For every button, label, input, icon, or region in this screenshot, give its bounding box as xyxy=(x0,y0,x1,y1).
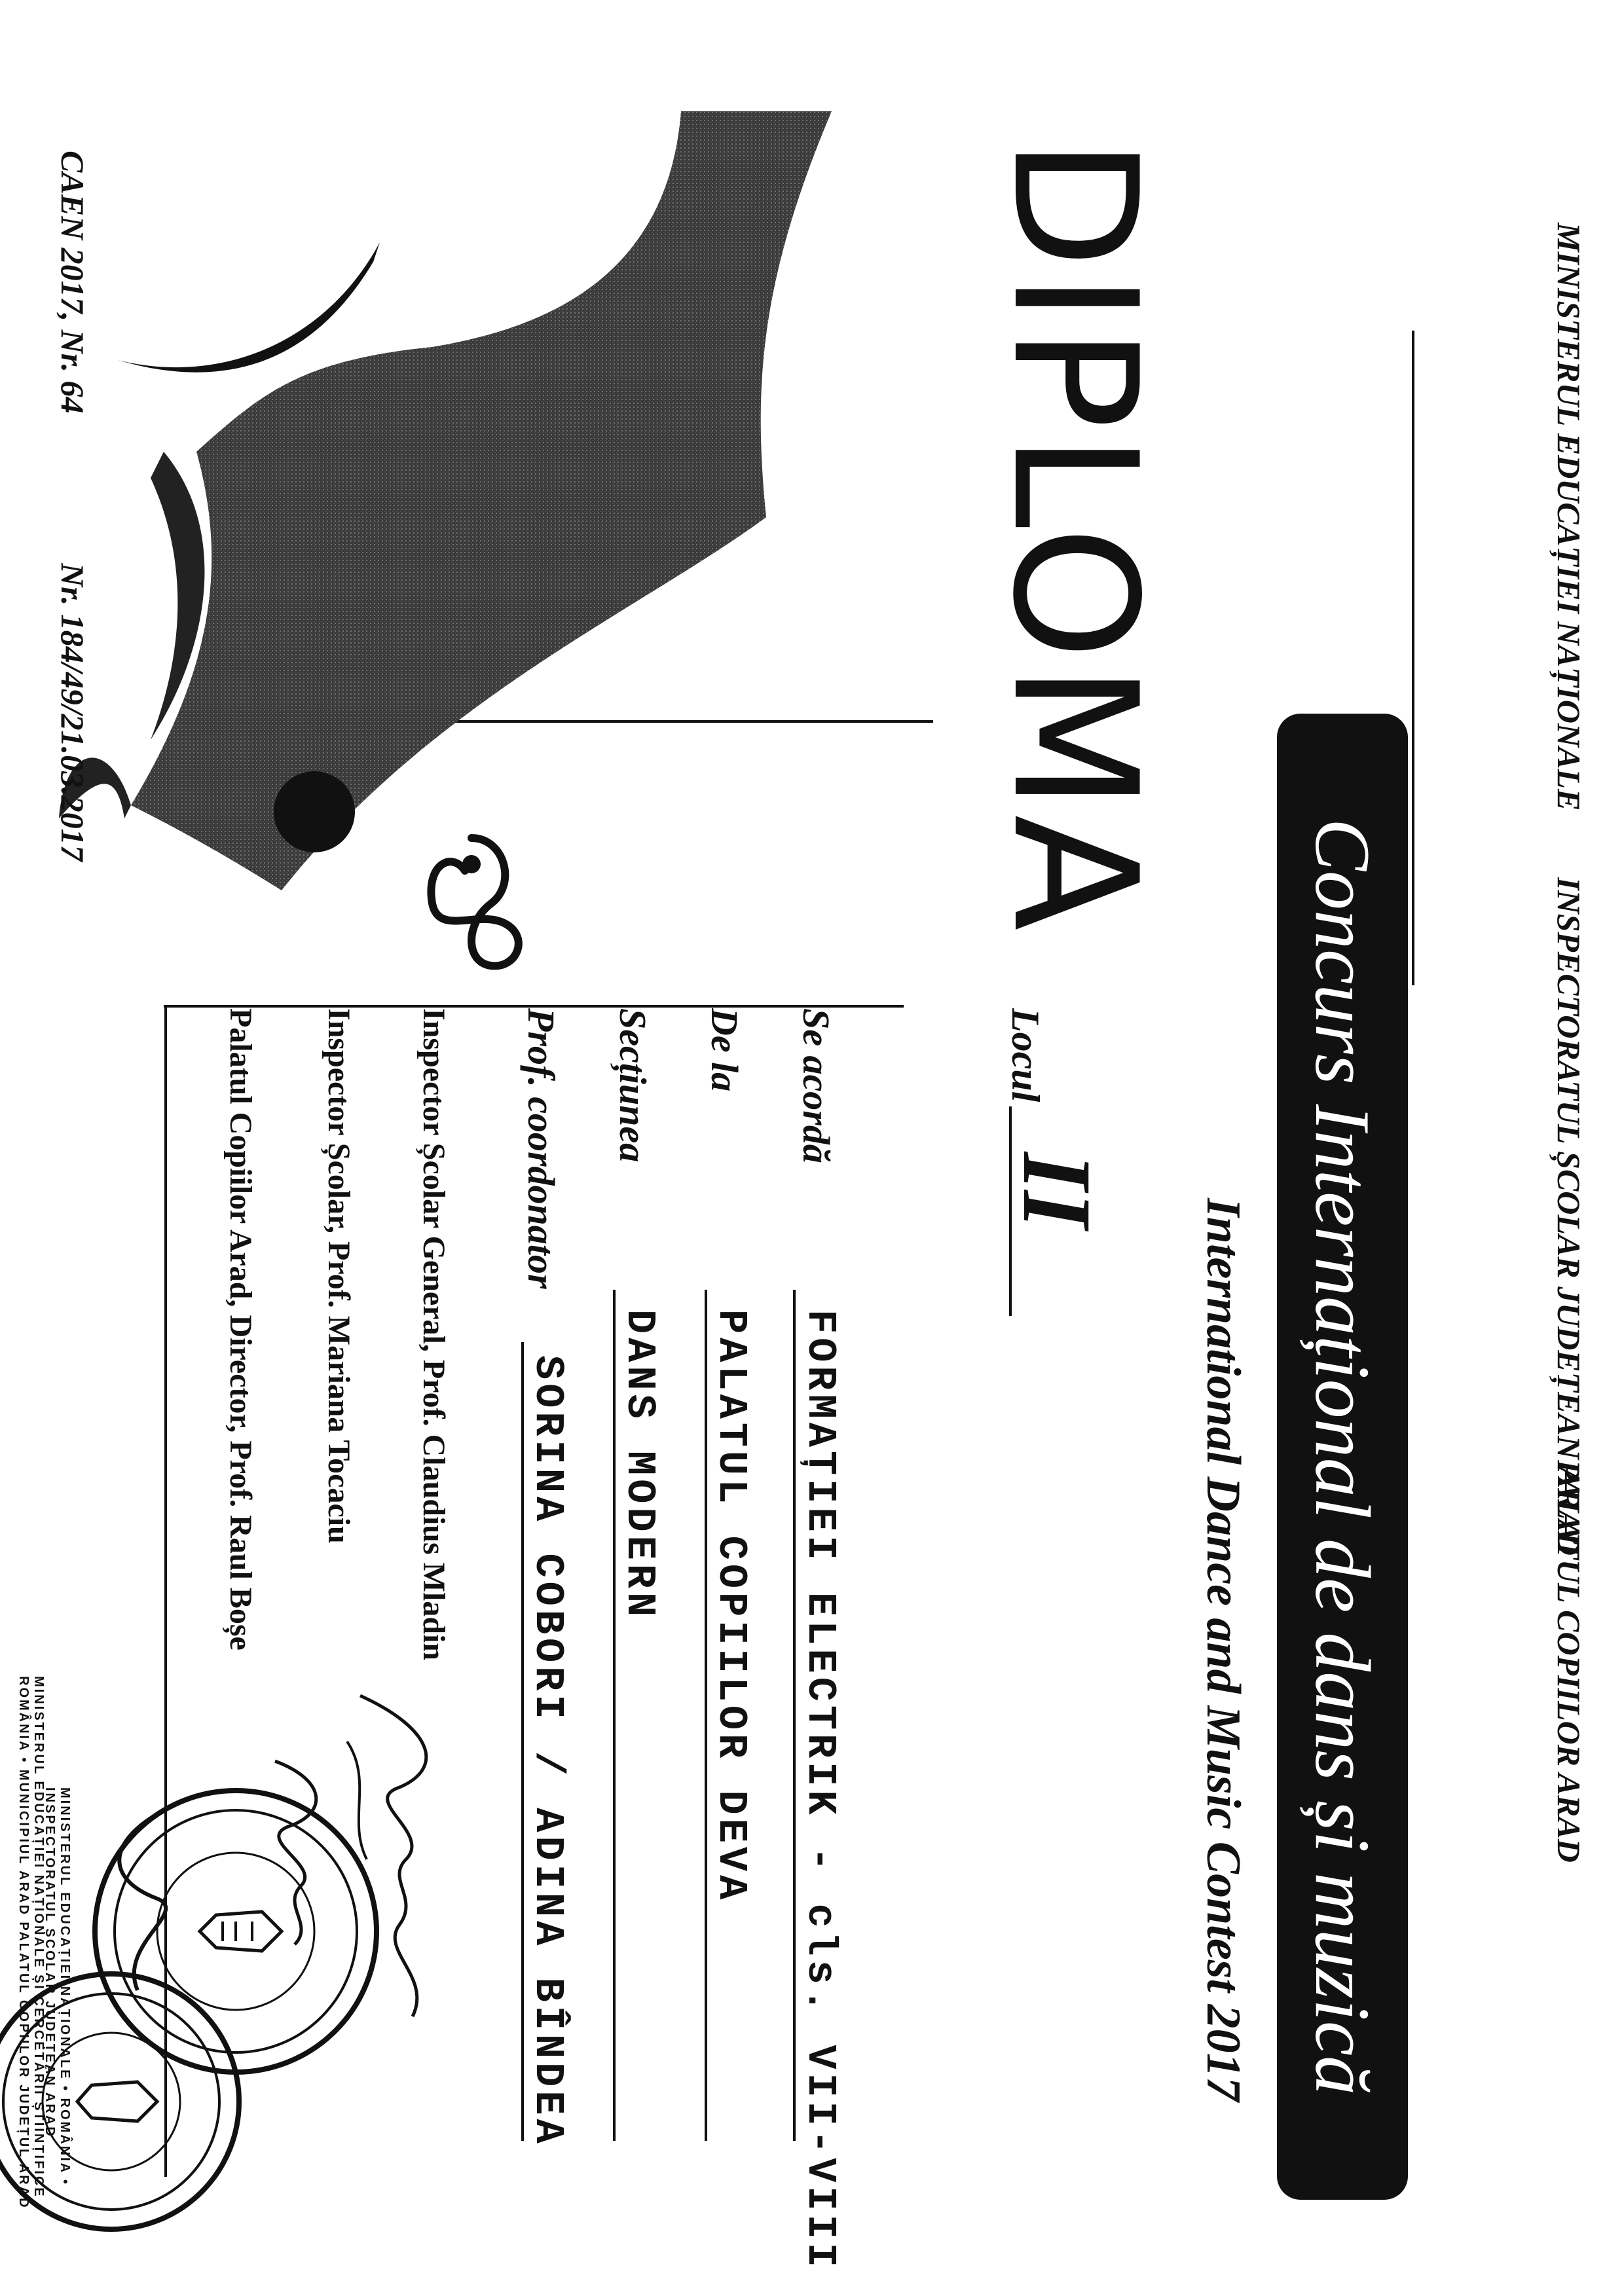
place-value: II xyxy=(1003,1152,1111,1229)
footer-caen: CAEN 2017, Nr. 64 xyxy=(54,151,91,414)
footer-registration-number: Nr. 184/49/21.03.2017 xyxy=(54,563,91,862)
contest-name: Concurs Internațional de dans și muzică xyxy=(1299,818,1386,2095)
contest-banner xyxy=(1277,714,1408,2200)
official-palace-director: Palatul Copiilor Arad, Director, Prof. Raul Boșe xyxy=(223,1008,258,1650)
stamp-right-text: MINISTERUL EDUCAȚIEI NAȚIONALE • ROMÂNIA • INSPECTORATUL ȘCOLAR JUDEȚEAN ARAD xyxy=(43,1787,72,2186)
field-line-coordinator xyxy=(521,1342,524,2141)
field-label-from: De la xyxy=(703,1008,746,1092)
field-value-awarded-to: FORMAȚIEI ELECTRIK - cls. VII-VIII xyxy=(797,1309,843,2272)
frame-top-line xyxy=(1412,331,1414,985)
frame-left-vertical xyxy=(164,1005,904,1008)
contest-subtitle: International Dance and Music Contest 2017 xyxy=(1196,1198,1250,2102)
black-dot-icon xyxy=(268,766,360,858)
official-school-inspector: Inspector Școlar, Prof. Mariana Tocaciu xyxy=(322,1008,356,1544)
place-label: Locul xyxy=(1004,1008,1047,1102)
field-value-section: DANS MODERN xyxy=(616,1309,663,1621)
header-org-inspectorate: INSPECTORATUL ȘCOLAR JUDEȚEAN ARAD xyxy=(1551,877,1587,1556)
field-line-section xyxy=(613,1290,616,2141)
treble-clef-icon xyxy=(413,825,544,982)
diploma-title: DIPLOMA xyxy=(975,137,1173,936)
header-org-palace: PALATUL COPIILOR ARAD xyxy=(1551,1460,1587,1863)
field-value-from: PALATUL COPIILOR DEVA xyxy=(708,1309,754,1904)
field-line-from xyxy=(705,1290,707,2141)
field-label-coordinator: Prof. coordonator xyxy=(520,1008,563,1289)
field-label-section: Secțiunea xyxy=(612,1008,654,1163)
field-line-awarded-to xyxy=(793,1290,796,2141)
stamp-left-text: MINISTERUL EDUCAȚIEI NAȚIONALE ȘI CERCETĂRII ȘTIINȚIFICE • ROMÂNIA • MUNICIPIUL ARAD PALATUL COPIILOR JUDEȚUL ARAD xyxy=(16,1676,46,2211)
field-label-awarded-to: Se acordă xyxy=(795,1008,838,1163)
official-general-inspector: Inspector Școlar General, Prof. Claudius Mladin xyxy=(416,1008,451,1661)
header-org-ministry: MINISTERUL EDUCAȚIEI NAȚIONALE xyxy=(1551,223,1587,811)
field-value-coordinator: SORINA COBORI / ADINA BÎNDEA xyxy=(525,1355,571,2147)
dance-music-logo-icon xyxy=(39,111,891,930)
